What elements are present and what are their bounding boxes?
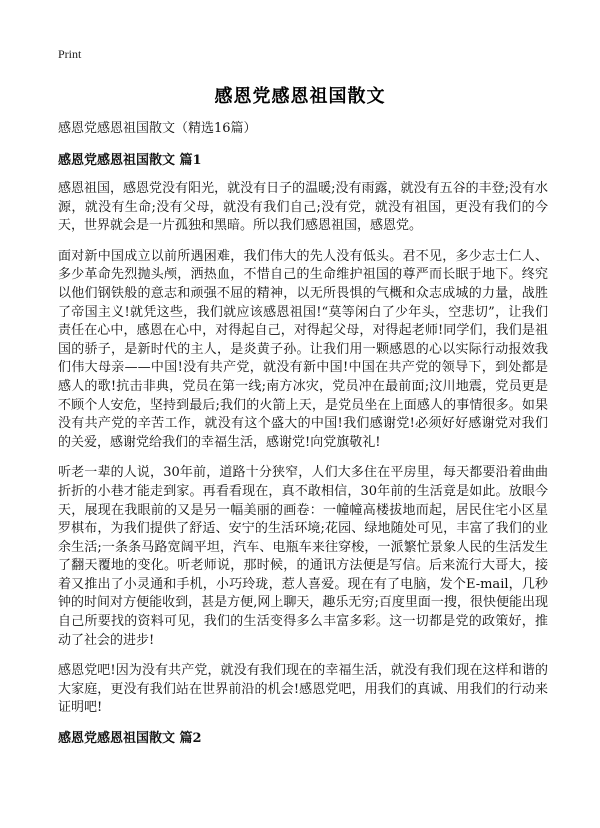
document-title: 感恩党感恩祖国散文 <box>214 86 386 107</box>
paragraph: 听老一辈的人说，30年前，道路十分狭窄，人们大多住在平房里，每天都要沿着曲曲折折的小巷才能走到家。再看看现在，真不敢相信，30年前的生活竟是如此。放眼今天，展现在我眼前的又是另一幅美丽的画卷：一幢幢高楼拔地而起，居民住宅小区星罗棋布，为我们提供了舒适、安宁的生活环境;花园、绿地随处可见，丰富了我们的业余生活;一条条马路宽阔平坦，汽车、电瓶车来往穿梭，一派繁忙景象人民的生活发生了翻天覆地的变化。听老师说，那时候，的通讯方法便是写信。后来流行大哥大，接着又推出了小灵通和手机，小巧玲珑，惹人喜爱。现在有了电脑，发个E-mail，几秒钟的时间对方便能收到，甚是方便,网上聊天，趣乐无穷;百度里面一搜，很快便能出现自己所要找的资料可见，我们的生活变得多么丰富多彩。这一切都是党的政策好，推动了社会的进步! <box>58 465 548 648</box>
document-subtitle: 感恩党感恩祖国散文（精选16篇） <box>58 121 257 136</box>
document-body <box>58 120 548 758</box>
paragraph: 感恩党吧!因为没有共产党，就没有我们现在的幸福生活，就没有我们现在这样和谐的大家庭，更没有我们站在世界前沿的机会!感恩党吧，用我们的真诚、用我们的行动来证明吧! <box>58 663 548 716</box>
section-heading-1: 感恩党感恩祖国散文 篇1 <box>58 153 202 168</box>
paragraph: 感恩祖国，感恩党没有阳光，就没有日子的温暖;没有雨露，就没有五谷的丰登;没有水源，就没有生命;没有父母，就没有我们自己;没有党，就没有祖国，更没有我们的今天，世界就会是一片孤独和黑暗。所以我们感恩祖国，感恩党。 <box>58 181 548 234</box>
print-label: Print <box>58 47 82 61</box>
paragraph: 面对新中国成立以前所遇困难，我们伟大的先人没有低头。君不见，多少志士仁人、多少革命先烈抛头颅，洒热血，不惜自己的生命维护祖国的尊严而长眠于地下。终究以他们钢铁般的意志和顽强不屈的精神，以无所畏惧的气概和众志成城的力量，战胜了帝国主义!就凭这些，我们就应该感恩祖国!“莫等闲白了少年头，空悲切”，让我们责任在心中，感恩在心中，对得起自己，对得起父母，对得起老师!同学们，我们是祖国的骄子，是新时代的主人，是炎黄子孙。让我们用一颗感恩的心以实际行动报效我们伟大母亲——中国!没有共产党，就没有新中国!中国在共产党的领导下，到处都是感人的歌!抗击非典，党员在第一线;南方冰灾，党员冲在最前面;汶川地震，党员更是不顾个人安危，坚持到最后;我们的火箭上天，是党员坐在上面感人的事情很多。如果没有共产党的辛苦工作，就没有这个盛大的中国!我们感谢党!必须好好感谢党对我们的关爱，感谢党给我们的幸福生活，感谢党!向党旗敬礼! <box>58 248 548 450</box>
section-heading-2: 感恩党感恩祖国散文 篇2 <box>58 731 202 747</box>
